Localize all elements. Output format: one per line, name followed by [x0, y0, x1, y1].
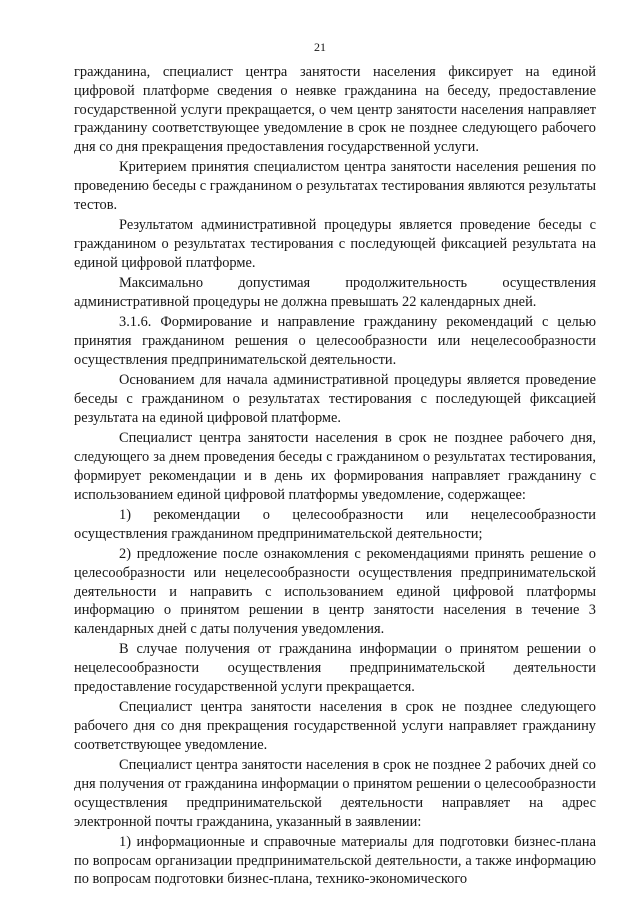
paragraph-procedure-basis: Основанием для начала административной процедуры является проведение беседы с гражданином о результатах тестирования с последующей фиксацией результата на единой цифровой платформе. — [74, 372, 596, 426]
paragraph-recommendations-notice: Специалист центра занятости населения в срок не позднее рабочего дня, следующего за днем проведения беседы с гражданином о результатах тестирования, формирует рекомендации и в день их формирования направляет гражданину с использованием единой цифровой платформы уведомление, содержащее: — [74, 430, 596, 503]
list-item-1-recommendations: 1) рекомендации о целесообразности или нецелесообразности осуществления гражданином предпринимательской деятельности; — [74, 506, 596, 542]
document-body — [74, 63, 596, 891]
paragraph-termination-notice: Специалист центра занятости населения в срок не позднее следующего рабочего дня со дня прекращения государственной услуги направляет гражданину соответствующее уведомление. — [74, 699, 596, 753]
paragraph-continuation: гражданина, специалист центра занятости населения фиксирует на единой цифровой платформе сведения о неявке гражданина на беседу, предоставление государственной услуги прекращается, о чем центр занятости населения направляет гражданину соответствующее уведомление в срок не позднее следующего рабочего дня со дня прекращения предоставления государственной услуги. — [74, 64, 596, 156]
paragraph-decision-criterion: Критерием принятия специалистом центра занятости населения решения по проведению беседы с гражданином о результатах тестирования являются результаты тестов. — [74, 159, 596, 214]
section-heading-3-1-6: 3.1.6. Формирование и направление гражданину рекомендаций с целью принятия гражданином решения о целесообразности или нецелесообразности осуществления предпринимательской деятельности. — [74, 314, 596, 368]
list-item-1-reference-materials: 1) информационные и справочные материалы для подготовки бизнес-плана по вопросам организации предпринимательской деятельности, а также информацию по вопросам подготовки бизнес-плана, технико-экономического — [74, 833, 596, 888]
list-item-2-proposal: 2) предложение после ознакомления с рекомендациями принять решение о целесообразности или нецелесообразности осуществления предпринимательской деятельности и направить с использованием единой цифровой платформы информацию о принятом решении в центр занятости населения в течение 3 календарных дней с даты получения уведомления. — [74, 545, 596, 638]
paragraph-max-duration: Максимально допустимая продолжительность осуществления административной процедуры не должна превышать 22 календарных дней. — [74, 275, 596, 311]
page-number: 21 — [314, 40, 326, 54]
paragraph-procedure-result: Результатом административной процедуры является проведение беседы с гражданином о результатах тестирования с последующей фиксацией результата на единой цифровой платформе. — [74, 217, 596, 271]
paragraph-email-materials: Специалист центра занятости населения в срок не позднее 2 рабочих дней со дня получения от гражданина информации о принятом решении о целесообразности осуществления предпринимательской деятельности направляет на адрес электронной почты гражданина, указанный в заявлении: — [74, 757, 596, 830]
paragraph-service-termination: В случае получения от гражданина информации о принятом решении о нецелесообразности осуществления предпринимательской деятельности предоставление государственной услуги прекращается. — [74, 641, 596, 695]
